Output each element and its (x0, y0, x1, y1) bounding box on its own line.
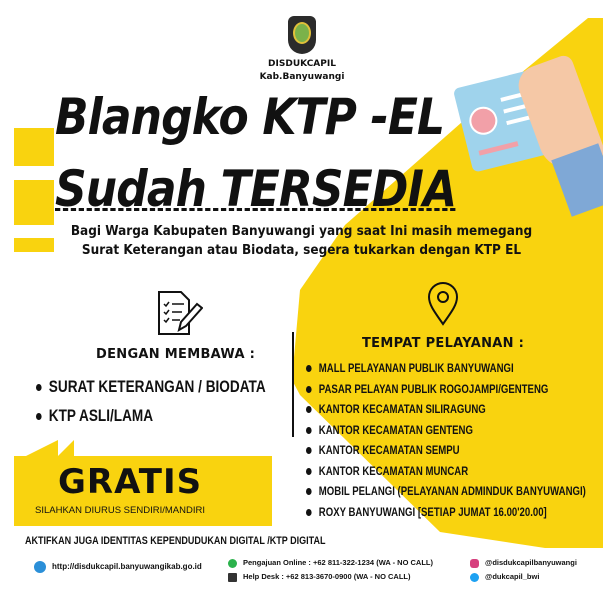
subtitle-line-1: Bagi Warga Kabupaten Banyuwangi yang saat Ini masih memegang (70, 224, 533, 239)
instagram-icon (470, 559, 479, 568)
org-name: DISDUKCAPIL (268, 59, 336, 69)
locations-heading: TEMPAT PELAYANAN : (362, 336, 525, 351)
helpdesk-contact: Help Desk : +62 813-3670-0900 (WA - NO CALL) (243, 572, 411, 581)
twitter-handle[interactable]: @dukcapil_bwi (485, 572, 540, 581)
requirements-heading: DENGAN MEMBAWA : (96, 347, 256, 362)
location-pin-icon (425, 282, 461, 326)
title-line-2: Sudah TERSEDIA (55, 160, 457, 218)
vertical-divider (292, 332, 294, 437)
title-line-1: Blangko KTP -EL (55, 88, 445, 146)
location-item: KANTOR KECAMATAN SILIRAGUNG (306, 399, 586, 420)
instagram-handle[interactable]: @disdukcapilbanyuwangi (485, 558, 577, 567)
whatsapp-icon (228, 559, 237, 568)
phone-icon (228, 573, 237, 582)
location-item: KANTOR KECAMATAN GENTENG (306, 420, 586, 441)
requirement-item: KTP ASLI/LAMA (36, 403, 266, 428)
digital-id-note: AKTIFKAN JUGA IDENTITAS KEPENDUDUKAN DIGITAL /KTP DIGITAL (25, 535, 326, 547)
location-item: KANTOR KECAMATAN MUNCAR (306, 461, 586, 482)
online-contact: Pengajuan Online : +62 811-322-1234 (WA - NO CALL) (243, 558, 433, 567)
subtitle-line-2: Surat Keterangan atau Biodata, segera tukarkan dengan KTP EL (81, 243, 522, 258)
location-item: ROXY BANYUWANGI [SETIAP JUMAT 16.00'20.00] (306, 502, 586, 523)
twitter-icon (470, 573, 479, 582)
gratis-title: GRATIS (58, 462, 203, 502)
checklist-pen-icon (155, 290, 203, 336)
website-link[interactable]: http://disdukcapil.banyuwangikab.go.id (52, 562, 202, 572)
globe-icon (34, 561, 46, 573)
location-item: MOBIL PELANGI (PELAYANAN ADMINDUK BANYUWANGI) (306, 481, 586, 502)
org-region: Kab.Banyuwangi (259, 72, 345, 82)
decor-stripe (14, 180, 54, 225)
location-item: KANTOR KECAMATAN SEMPU (306, 440, 586, 461)
decor-stripe (14, 128, 54, 166)
gratis-note: SILAHKAN DIURUS SENDIRI/MANDIRI (35, 505, 205, 516)
banyuwangi-logo (288, 16, 316, 54)
requirement-item: SURAT KETERANGAN / BIODATA (36, 374, 266, 399)
location-item: MALL PELAYANAN PUBLIK BANYUWANGI (306, 358, 586, 379)
location-item: PASAR PELAYAN PUBLIK ROGOJAMPI/GENTENG (306, 379, 586, 400)
